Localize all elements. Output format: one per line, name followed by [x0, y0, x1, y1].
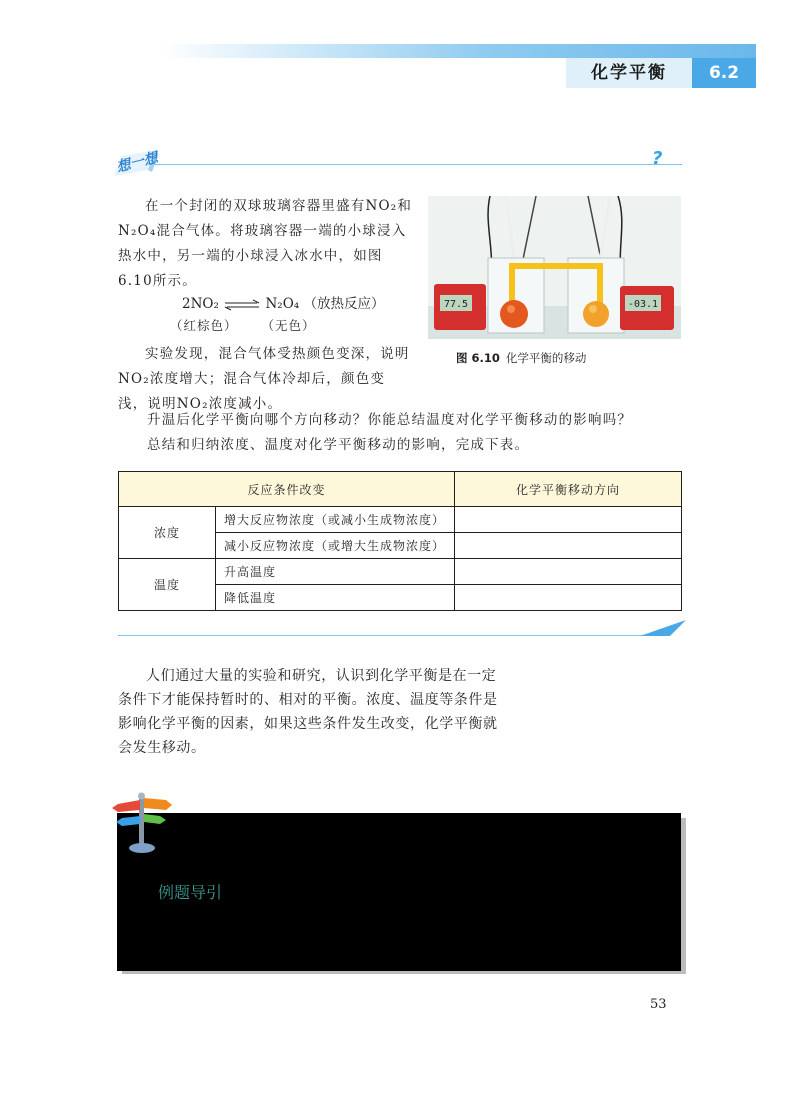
table-cell-condition: 增大反应物浓度（或减小生成物浓度） [216, 507, 455, 533]
equation-product: N₂O₄ [265, 296, 300, 312]
table-cell-answer[interactable] [455, 559, 682, 585]
table-row [119, 559, 682, 585]
table-header-direction: 化学平衡移动方向 [455, 472, 682, 507]
table-cell-answer[interactable] [455, 507, 682, 533]
table-cell-condition: 降低温度 [216, 585, 455, 611]
header-band [160, 44, 756, 58]
table-header-row [119, 472, 682, 507]
body-paragraph: 人们通过大量的实验和研究，认识到化学平衡是在一定条件下才能保持暂时的、相对的平衡。浓度、温度等条件是影响化学平衡的因素，如果这些条件发生改变，化学平衡就会发生移动。 [118, 668, 498, 756]
table-category-concentration: 浓度 [119, 507, 216, 559]
table-cell-answer[interactable] [455, 533, 682, 559]
figure-caption-text: 化学平衡的移动 [505, 351, 587, 365]
table-cell-answer[interactable] [455, 585, 682, 611]
equilibrium-table [118, 471, 682, 611]
right-meter-reading: -03.1 [627, 299, 659, 310]
question-mark-icon: ? [652, 148, 663, 169]
observation-paragraph: 实验发现，混合气体受热颜色变深，说明NO₂浓度增大；混合气体冷却后，颜色变浅，说明NO₂浓度减小。 [118, 346, 410, 412]
arrow-corner-icon [640, 618, 686, 638]
page-number: 53 [650, 997, 667, 1012]
intro-paragraph: 在一个封闭的双球玻璃容器里盛有NO₂和N₂O₄混合气体。将玻璃容器一端的小球浸入热水中，另一端的小球浸入冰水中，如图6.10所示。 [118, 198, 413, 289]
table-cell-condition: 减小反应物浓度（或增大生成物浓度） [216, 533, 455, 559]
figure-number: 图 6.10 [456, 351, 500, 365]
section-number: 6.2 [708, 63, 740, 83]
question-one: 升温后化学平衡向哪个方向移动？你能总结温度对化学平衡移动的影响吗？ [147, 412, 633, 428]
table-category-temperature: 温度 [119, 559, 216, 611]
example-label: 例题导引 [158, 883, 223, 902]
signpost-icon [112, 790, 172, 856]
reactant-color-label: （红棕色） [170, 318, 238, 333]
table-header-condition: 反应条件改变 [119, 472, 455, 507]
think-box-top-line [150, 164, 682, 165]
think-label: 想一想 [114, 150, 160, 176]
table-row [119, 507, 682, 533]
figure-caption [456, 350, 586, 366]
question-two: 总结和归纳浓度、温度对化学平衡移动的影响，完成下表。 [147, 437, 530, 453]
equation-reactant: 2NO₂ [182, 296, 219, 312]
equilibrium-arrow-icon [223, 299, 261, 311]
product-color-label: （无色） [261, 318, 316, 333]
equation-note: （放热反应） [303, 296, 385, 312]
reaction-equation [182, 292, 385, 312]
experiment-photo [428, 196, 681, 339]
left-meter-reading: 77.5 [443, 299, 469, 310]
think-box-bottom-line [118, 635, 658, 636]
chapter-title: 化学平衡 [591, 63, 667, 83]
equation-color-labels [170, 316, 316, 334]
table-cell-condition: 升高温度 [216, 559, 455, 585]
